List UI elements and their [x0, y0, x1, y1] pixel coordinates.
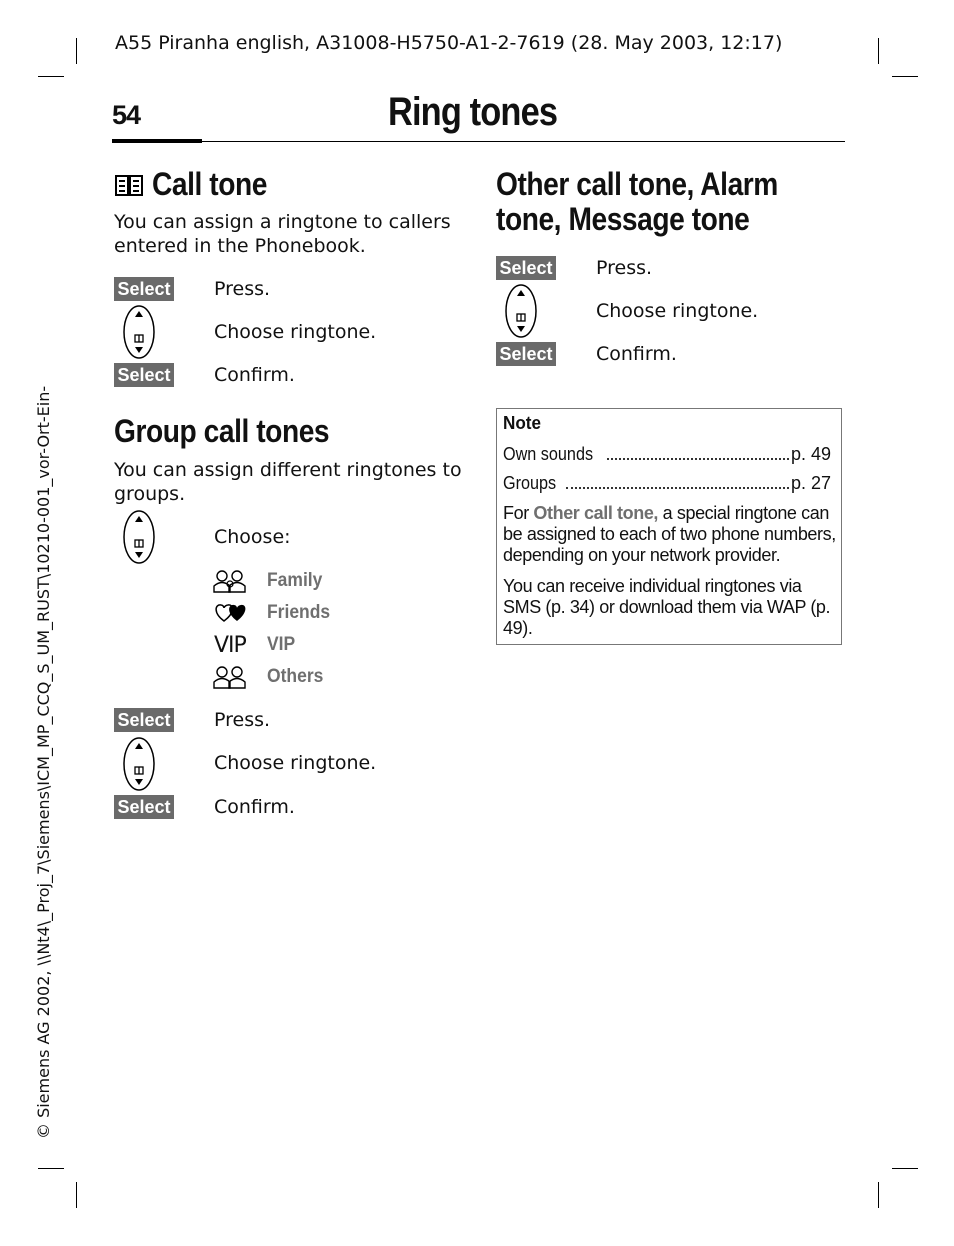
- page-title: Ring tones: [388, 90, 558, 134]
- note-para1-rest: a special ringtone can be assigned to each of two phone numbers, depending on your network provider.: [503, 503, 836, 565]
- note-para1-prefix: For: [503, 503, 534, 523]
- note-highlight: Other call tone,: [533, 503, 659, 523]
- step-text: Press.: [214, 278, 271, 300]
- note-paragraph-2: You can receive individual ringtones via SMS (p. 34) or download them via WAP (p. 49).: [503, 576, 831, 638]
- page-number: 54: [112, 100, 141, 130]
- crop-mark: [878, 38, 879, 64]
- crop-mark: [76, 1182, 77, 1208]
- call-tone-heading: Call tone: [152, 166, 267, 202]
- select-softkey: Select: [114, 363, 174, 387]
- running-header: A55 Piranha english, A31008-H5750-A1-2-7619 (28. May 2003, 12:17): [115, 32, 783, 54]
- friends-icon: [213, 601, 247, 625]
- other-tones-heading-line2: tone, Message tone: [496, 201, 750, 237]
- select-softkey: Select: [114, 795, 174, 819]
- select-softkey: Select: [496, 342, 556, 366]
- group-label-family: Family: [267, 570, 323, 591]
- note-ref-label: Groups: [503, 473, 557, 493]
- step-text: Choose ringtone.: [596, 300, 759, 322]
- note-box: [496, 408, 842, 645]
- select-softkey: Select: [114, 708, 174, 732]
- call-tone-intro: You can assign a ringtone to callers entered in the Phonebook.: [114, 211, 451, 257]
- leader-dots: [566, 487, 789, 489]
- nav-key-icon: [122, 509, 156, 565]
- note-ref-page: p. 27: [790, 473, 831, 493]
- nav-key-icon: [122, 304, 156, 360]
- group-label-vip: VIP: [267, 634, 296, 655]
- others-icon: [213, 665, 247, 689]
- step-text: Confirm.: [214, 364, 295, 386]
- group-label-others: Others: [267, 666, 324, 687]
- sidebar-copyright: © Siemens AG 2002, \\Nt4\_Proj_7\Siemens\ICM_MP_CCQ_S_UM_RUST\10210-001_vor-Ort-Ein-: [34, 385, 53, 1139]
- note-title: Note: [503, 413, 541, 433]
- note-reference-own-sounds: [503, 443, 831, 465]
- crop-mark: [38, 76, 64, 77]
- note-ref-page: p. 49: [790, 444, 831, 464]
- group-label-friends: Friends: [267, 602, 331, 623]
- choose-text: Choose:: [214, 526, 291, 548]
- select-softkey: Select: [496, 256, 556, 280]
- step-text: Confirm.: [596, 343, 677, 365]
- step-text: Confirm.: [214, 796, 295, 818]
- step-text: Choose ringtone.: [214, 321, 377, 343]
- crop-mark: [892, 76, 918, 77]
- nav-key-icon: [122, 736, 156, 792]
- group-call-tones-intro: You can assign different ringtones to groups.: [114, 459, 462, 505]
- note-ref-label: Own sounds: [503, 444, 594, 464]
- other-tones-heading-line1: Other call tone, Alarm: [496, 166, 778, 202]
- group-call-tones-heading: Group call tones: [114, 413, 330, 449]
- phonebook-icon: [114, 172, 144, 198]
- note-paragraph-1: [503, 503, 839, 566]
- leader-dots: [607, 458, 789, 460]
- crop-mark: [38, 1168, 64, 1169]
- crop-mark: [878, 1182, 879, 1208]
- crop-mark: [76, 38, 77, 64]
- select-softkey: Select: [114, 277, 174, 301]
- step-text: Press.: [596, 257, 653, 279]
- family-icon: [213, 569, 247, 593]
- step-text: Choose ringtone.: [214, 752, 377, 774]
- nav-key-icon: [504, 283, 538, 339]
- header-rule: [112, 141, 845, 142]
- step-text: Press.: [214, 709, 271, 731]
- crop-mark: [892, 1168, 918, 1169]
- vip-icon: VIP: [214, 633, 246, 658]
- note-reference-groups: [503, 472, 831, 494]
